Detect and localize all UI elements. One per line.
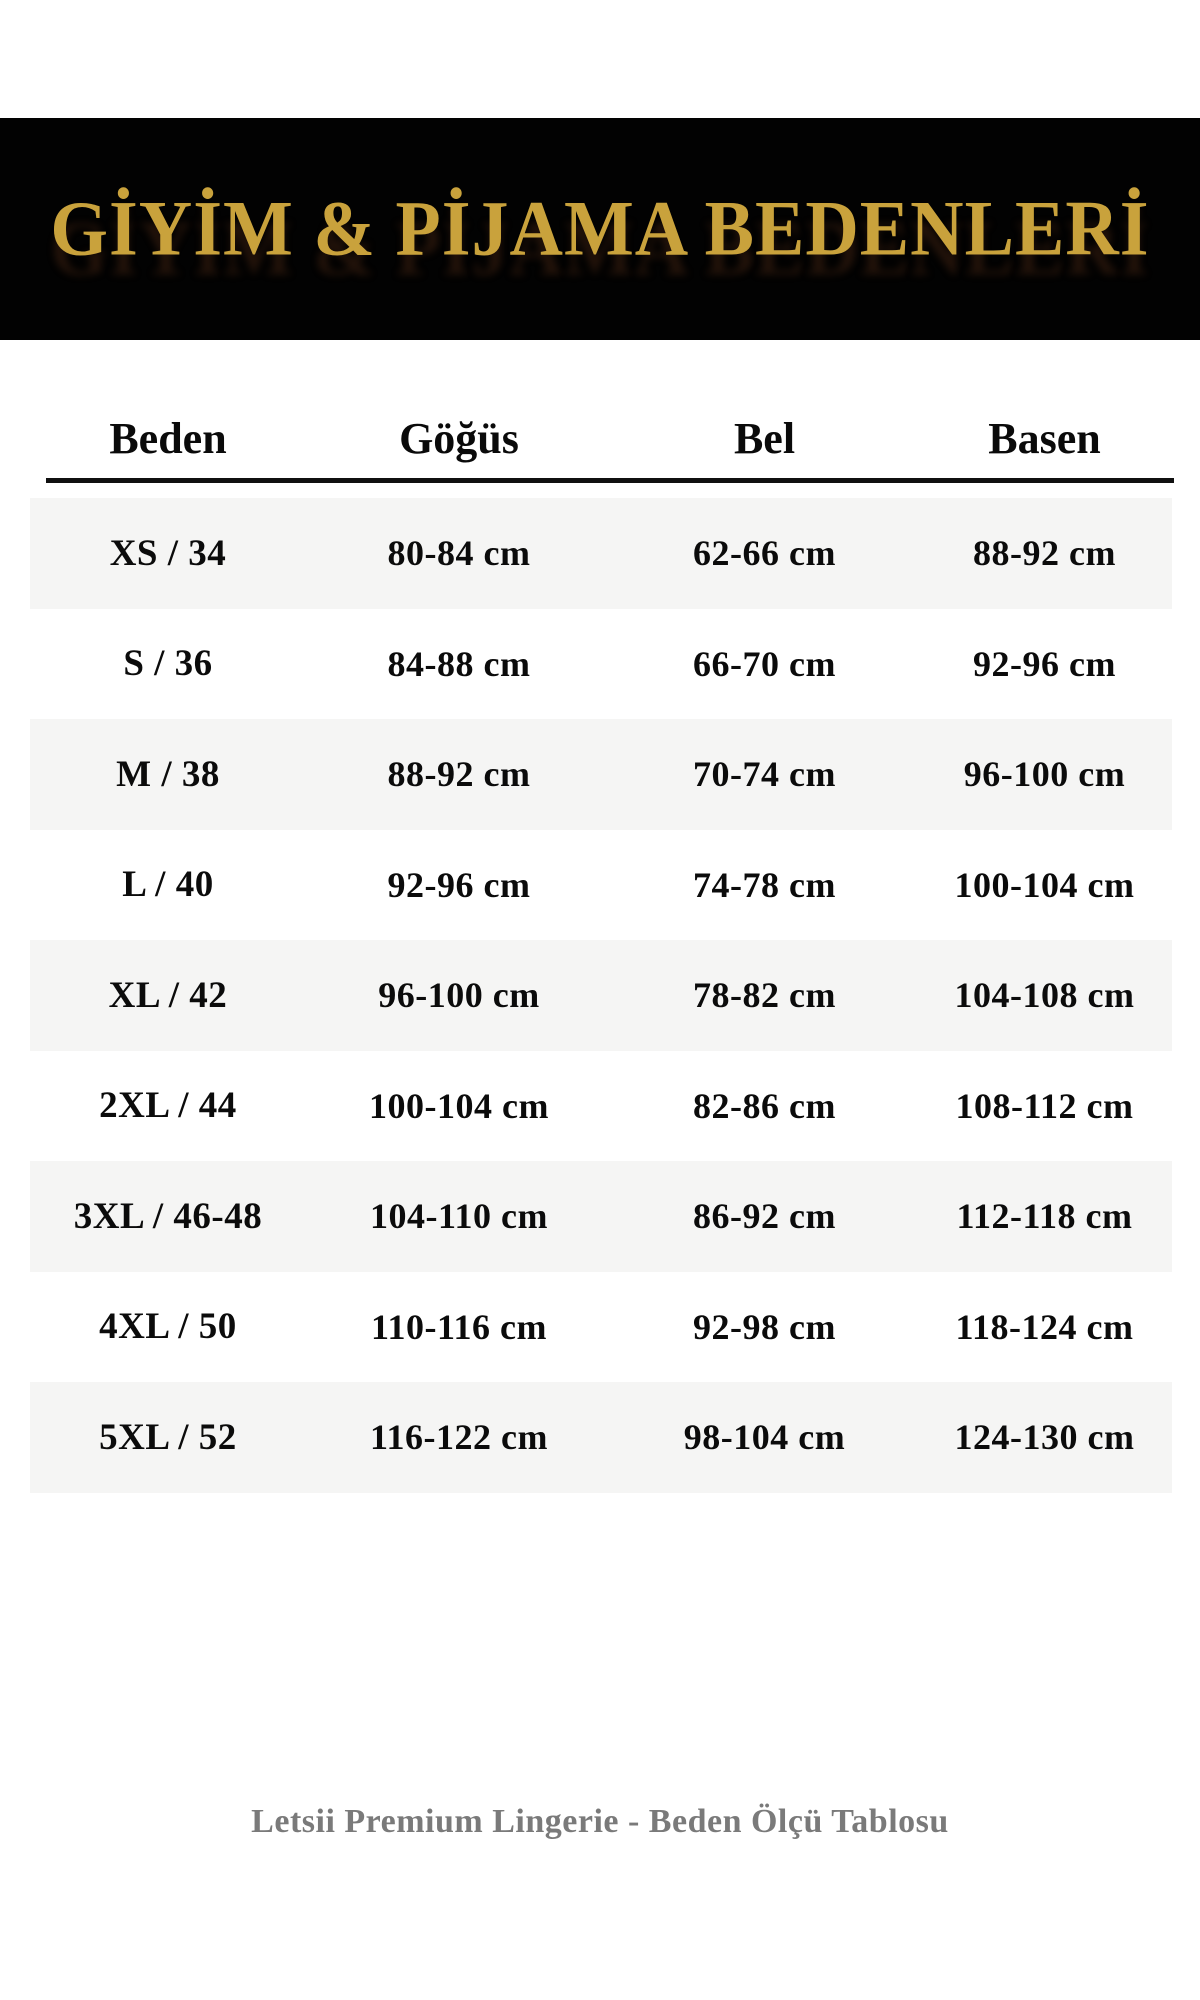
hip-cell: 118-124 cm [955, 1306, 1134, 1347]
waist-cell: 86-92 cm [693, 1196, 836, 1237]
top-banner [0, 118, 1200, 340]
table-row-xl [30, 940, 1172, 1051]
waist-cell: 62-66 cm [693, 533, 836, 574]
size-cell: 3XL / 46-48 [73, 1195, 263, 1237]
chest-cell: 104-110 cm [370, 1196, 548, 1237]
waist-cell: 66-70 cm [693, 643, 836, 684]
hip-cell: 92-96 cm [973, 643, 1116, 684]
chest-cell: 84-88 cm [387, 643, 531, 684]
size-cell: 4XL / 50 [99, 1306, 237, 1348]
size-cell: XS / 34 [109, 532, 227, 574]
hip-cell: 108-112 cm [955, 1085, 1134, 1126]
hip-cell: 112-118 cm [956, 1196, 1133, 1237]
waist-cell: 78-82 cm [693, 975, 836, 1016]
table-row-4xl [30, 1272, 1172, 1383]
chest-cell: 100-104 cm [369, 1085, 549, 1126]
waist-cell: 82-86 cm [693, 1085, 836, 1126]
hip-cell: 124-130 cm [954, 1417, 1135, 1458]
hip-cell: 100-104 cm [954, 864, 1135, 905]
chest-cell: 116-122 cm [370, 1417, 548, 1458]
chest-cell: 110-116 cm [371, 1306, 547, 1347]
banner-title: GİYİM & PİJAMA BEDENLERİ [50, 185, 1150, 272]
size-cell: XL / 42 [108, 974, 228, 1016]
waist-cell: 98-104 cm [683, 1417, 846, 1458]
header-cell-waist: Bel [733, 413, 796, 463]
size-cell: 5XL / 52 [99, 1416, 237, 1458]
chest-cell: 80-84 cm [387, 533, 531, 574]
chest-cell: 92-96 cm [387, 864, 531, 905]
waist-cell: 92-98 cm [693, 1306, 836, 1347]
size-table-body [30, 498, 1172, 1493]
table-row-l [30, 830, 1172, 941]
table-row-m [30, 719, 1172, 830]
chest-cell: 88-92 cm [387, 754, 531, 795]
size-cell: S / 36 [123, 643, 213, 685]
size-cell: M / 38 [116, 753, 220, 795]
table-row-xs [30, 498, 1172, 609]
hip-cell: 104-108 cm [954, 975, 1135, 1016]
header-cell-hip: Basen [988, 413, 1101, 463]
header-cell-chest: Göğüs [399, 413, 519, 463]
hip-cell: 88-92 cm [973, 533, 1116, 574]
header-cell-size: Beden [109, 413, 227, 463]
waist-cell: 74-78 cm [693, 864, 836, 905]
header-divider-rule [46, 478, 1174, 483]
size-cell: L / 40 [122, 864, 214, 906]
chest-cell: 96-100 cm [378, 975, 540, 1016]
table-row-3xl [30, 1161, 1172, 1272]
waist-cell: 70-74 cm [693, 754, 836, 795]
footer-caption: Letsii Premium Lingerie - Beden Ölçü Tablosu [251, 1803, 949, 1840]
size-cell: 2XL / 44 [99, 1085, 237, 1127]
table-row-2xl [30, 1051, 1172, 1162]
table-row-s [30, 609, 1172, 720]
table-header-row [30, 406, 1172, 470]
table-row-5xl [30, 1382, 1172, 1493]
hip-cell: 96-100 cm [963, 754, 1126, 795]
